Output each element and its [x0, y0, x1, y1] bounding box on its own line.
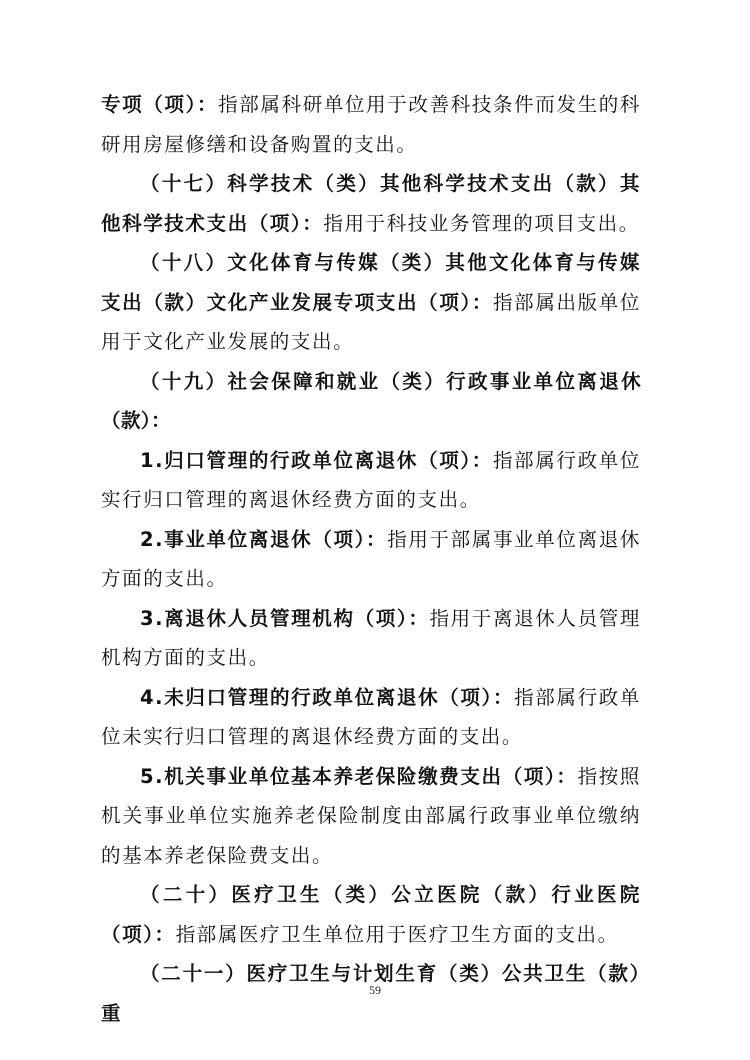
paragraph-item-2 — [101, 520, 641, 599]
document-body — [101, 85, 641, 1033]
paragraph-item-3 — [101, 599, 641, 678]
paragraph-label: 2.事业单位离退休（项）： — [140, 527, 388, 551]
paragraph-label: 5.机关事业单位基本养老保险缴费支出（项）： — [140, 764, 578, 788]
paragraph-label: 专项（项）： — [101, 93, 219, 116]
paragraph-text: 指部属出版单位用于文化产业发展的支出。 — [101, 290, 642, 353]
paragraph-item-4 — [101, 678, 641, 757]
paragraph-section-19 — [101, 362, 641, 441]
paragraph-text: 指用于科技业务管理的项目支出。 — [323, 211, 640, 235]
paragraph-text: 指按照机关事业单位实施养老保险制度由部属行政事业单位缴纳的基本养老保险费支出。 — [101, 764, 641, 867]
paragraph-text: 指部属医疗卫生单位用于医疗卫生方面的支出。 — [175, 922, 619, 946]
paragraph-item-1 — [101, 441, 641, 520]
paragraph-label: 3.离退休人员管理机构（项）： — [140, 606, 430, 630]
paragraph-text: 指部属行政单位实行归口管理的离退休经费方面的支出。 — [101, 448, 641, 511]
paragraph-text: 指用于部属事业单位离退休方面的支出。 — [101, 527, 641, 590]
paragraph-section-18 — [101, 243, 641, 362]
paragraph-section-20 — [101, 875, 641, 954]
paragraph-text: 指部属科研单位用于改善科技条件而发生的科研用房屋修缮和设备购置的支出。 — [101, 93, 641, 156]
paragraph-label: （十八）文化体育与传媒（类）其他文化体育与传媒支出（款）文化产业发展专项支出（项）： — [101, 251, 641, 314]
paragraph-label: 1.归口管理的行政单位离退休（项）： — [140, 448, 493, 472]
paragraph-text: 指部属行政单位未实行归口管理的离退休经费方面的支出。 — [101, 685, 641, 748]
paragraph-label: （十九）社会保障和就业（类）行政事业单位离退休（款）： — [101, 369, 641, 432]
page-number: 59 — [369, 983, 381, 997]
paragraph-label: （十七）科学技术（类）其他科学技术支出（款）其他科学技术支出（项）： — [101, 172, 641, 235]
paragraph-section-17 — [101, 164, 641, 243]
paragraph-label: （二十一）医疗卫生与计划生育（类）公共卫生（款）重 — [101, 962, 641, 1025]
paragraph-special-item — [101, 85, 641, 164]
paragraph-label: （二十）医疗卫生（类）公立医院（款）行业医院（项）： — [101, 883, 641, 946]
paragraph-label: 4.未归口管理的行政单位离退休（项）： — [140, 685, 515, 709]
paragraph-item-5 — [101, 757, 641, 876]
paragraph-text: 指用于离退休人员管理机构方面的支出。 — [101, 606, 641, 669]
